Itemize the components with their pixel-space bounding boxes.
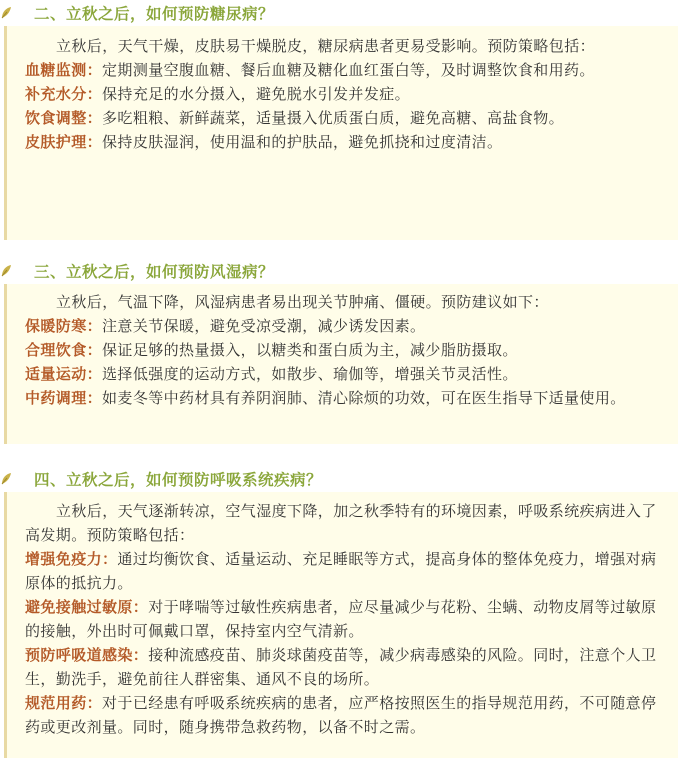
item-term: 饮食调整： [25,109,103,127]
list-item [25,691,668,739]
item-term: 适量运动： [25,365,103,383]
section-title: 二、立秋之后，如何预防糖尿病？ [34,5,275,23]
leaf-bullet-icon [0,6,12,20]
item-term: 规范用药： [25,694,103,712]
leaf-bullet-icon [0,472,12,486]
item-term: 增强免疫力： [25,550,118,568]
item-term: 合理饮食： [25,341,103,359]
section-title: 四、立秋之后，如何预防呼吸系统疾病？ [34,471,323,489]
item-term: 血糖监测： [25,61,103,79]
item-term: 避免接触过敏原： [25,598,149,616]
intro-paragraph: 立秋后，气温下降，风湿病患者易出现关节肿痛、僵硬。预防建议如下： [56,293,549,311]
list-item [25,595,668,643]
item-text: 多吃粗粮、新鲜蔬菜，适量摄入优质蛋白质，避免高糖、高盐食物。 [102,109,565,127]
list-item [25,106,668,130]
section-diabetes [4,0,678,240]
item-text: 对于哮喘等过敏性疾病患者，应尽量减少与花粉、尘螨、动物皮屑等过敏原的接触，外出时可佩戴口罩，保持室内空气清新。 [25,598,657,640]
item-text: 接种流感疫苗、肺炎球菌疫苗等，减少病毒感染的风险。同时，注意个人卫生，勤洗手，避免前往人群密集、通风不良的场所。 [25,646,657,688]
list-item [25,130,668,154]
list-item [25,643,668,691]
section-header [4,466,678,492]
list-item [25,338,668,362]
item-text: 对于已经患有呼吸系统疾病的患者，应严格按照医生的指导规范用药，不可随意停药或更改剂量。同时，随身携带急救药物，以备不时之需。 [25,694,657,736]
item-term: 中药调理： [25,389,103,407]
section-respiratory [4,466,678,758]
section-title: 三、立秋之后，如何预防风湿病？ [34,263,275,281]
list-item [25,58,668,82]
list-item [25,547,668,595]
list-item [25,386,668,410]
section-header [4,0,678,26]
item-term: 皮肤护理： [25,133,103,151]
item-term: 预防呼吸道感染： [25,646,149,664]
item-text: 注意关节保暖，避免受凉受潮，减少诱发因素。 [102,317,426,335]
item-text: 如麦冬等中药材具有养阴润肺、清心除烦的功效，可在医生指导下适量使用。 [102,389,626,407]
item-text: 保持皮肤湿润，使用温和的护肤品，避免抓挠和过度清洁。 [102,133,503,151]
intro-paragraph: 立秋后，天气干燥，皮肤易干燥脱皮，糖尿病患者更易受影响。预防策略包括： [56,37,596,55]
item-term: 补充水分： [25,85,103,103]
list-item [25,82,668,106]
section-header [4,258,678,284]
list-item [25,314,668,338]
list-item [25,362,668,386]
section-body [4,26,678,240]
section-body [4,492,678,758]
section-body [4,284,678,444]
item-text: 保证足够的热量摄入，以糖类和蛋白质为主，减少脂肪摄取。 [102,341,518,359]
item-text: 定期测量空腹血糖、餐后血糖及糖化血红蛋白等，及时调整饮食和用药。 [102,61,595,79]
item-text: 通过均衡饮食、适量运动、充足睡眠等方式，提高身体的整体免疫力，增强对病原体的抵抗力。 [25,550,657,592]
intro-paragraph: 立秋后，天气逐渐转凉，空气湿度下降，加之秋季特有的环境因素，呼吸系统疾病进入了高发期。预防策略包括： [25,502,657,544]
item-text: 选择低强度的运动方式，如散步、瑜伽等，增强关节灵活性。 [102,365,518,383]
section-rheumatism [4,258,678,444]
leaf-bullet-icon [0,264,12,278]
item-term: 保暖防寒： [25,317,103,335]
item-text: 保持充足的水分摄入，避免脱水引发并发症。 [102,85,411,103]
